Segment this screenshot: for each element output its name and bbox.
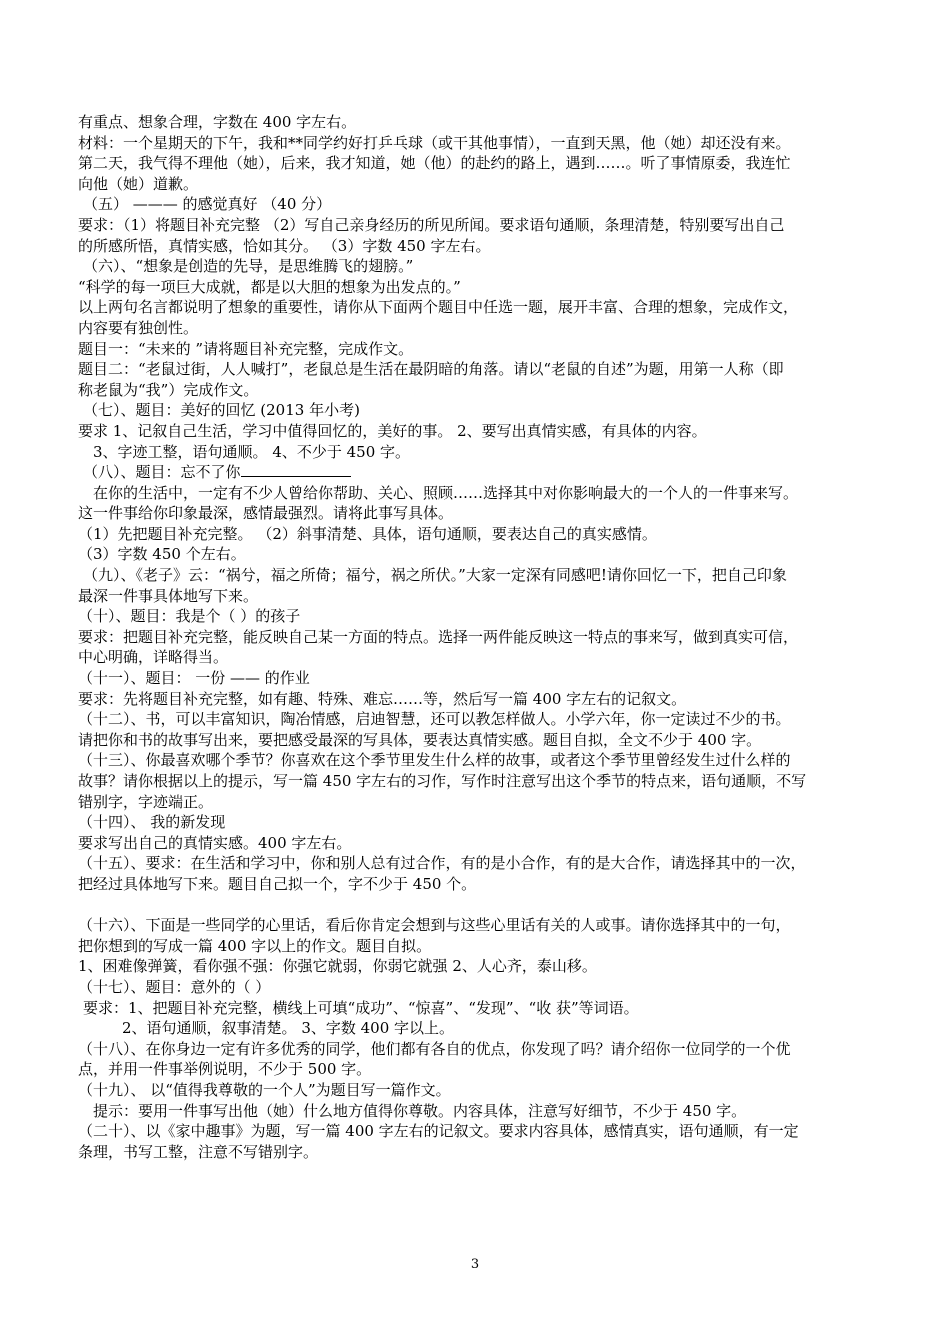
section-heading [78,462,878,483]
title-blank-line [241,462,351,477]
text-line: “科学的每一项巨大成就，都是以大胆的想象为出发点的。” [78,277,461,296]
text-line: 1、困难像弹簧，看你强不强：你强它就弱，你弱它就强 2、人心齐，泰山移。 [78,957,597,976]
section-heading: （十四）、 我的新发现 [78,813,226,832]
text-line: 请把你和书的故事写出来，要把感受最深的写具体，要表达真情实感。题目自拟，全文不少于 400 字。 [78,730,762,749]
text-line: 提示：要用一件事写出他（她）什么地方值得你尊敬。内容具体，注意写好细节，不少于 450 字。 [93,1101,747,1120]
text-line: 把你想到的写成一篇 400 字以上的作文。题目自拟。 [78,936,432,955]
section-heading-text: （八）、题目：忘不了你 [83,463,241,482]
text-line: （1）先把题目补充完整。 （2）斜事清楚、具体，语句通顺，要表达自己的真实感情。 [78,524,657,543]
section-heading: （十一）、题目： 一份 —— 的作业 [78,669,310,688]
text-line: 错别字，字迹端正。 [78,792,214,811]
text-line: 点，并用一件事举例说明，不少于 500 字。 [78,1060,372,1079]
section-heading: （十八）、在你身边一定有许多优秀的同学，他们都有各自的优点，你发现了吗？请介绍你一位同学的一个优 [78,1039,791,1058]
section-heading: （十七）、题目：意外的（ ） [78,977,271,996]
text-line: 有重点、想象合理，字数在 400 字左右。 [78,113,357,131]
section-heading: （十三）、你最喜欢哪个季节？你喜欢在这个季节里发生什么样的故事，或者这个季节里曾经发生过什么样的 [78,751,791,770]
text-line: 要求写出自己的真情实感。400 字左右。 [78,833,352,852]
text-line: 中心明确，详略得当。 [78,648,229,667]
text-line: 以上两句名言都说明了想象的重要性，请你从下面两个题目中任选一题，展开丰富、合理的想象，完成作文， [78,298,799,317]
text-line: 要求 1、记叙自己生活，学习中值得回忆的，美好的事。 2、要写出真情实感，有具体的内容。 [78,421,707,440]
section-heading: （七）、题目：美好的回忆 (2013 年小考) [83,401,360,420]
section-heading: （九）、《老子》云：“祸兮，福之所倚；福兮，祸之所伏。”大家一定深有同感吧!请你回忆一下，把自己印象 [83,566,787,585]
section-heading: （十六）、下面是一些同学的心里话，看后你肯定会想到与这些心里话有关的人或事。请你选择其中的一句， [78,916,791,935]
text-line: 故事？请你根据以上的提示，写一篇 450 字左右的习作，写作时注意写出这个季节的特点来，语句通顺，不写 [78,772,807,790]
text-line: （3）字数 450 个左右。 [78,545,246,564]
text-line: 称老鼠为“我”）完成作文。 [78,380,259,399]
text-line: 在你的生活中，一定有不少人曾给你帮助、关心、照顾……选择其中对你影响最大的一个人的一件事来写。 [93,483,799,502]
text-line: 第二天，我气得不理他（她），后来，我才知道，她（他）的赴约的路上，遇到……。听了事情原委，我连忙 [78,154,791,173]
text-line: 条理，书写工整，注意不写错别字。 [78,1142,319,1161]
text-line: 题目一：“未来的 ”请将题目补充完整，完成作文。 [78,339,414,358]
text-line: 最深一件事具体地写下来。 [78,586,259,605]
text-line: 要求：1、把题目补充完整，横线上可填“成功”、“惊喜”、“发现”、“收 获”等词语。 [83,998,639,1017]
document-body [78,112,878,1162]
section-heading: （五） ——— 的感觉真好 （40 分） [83,195,332,214]
section-heading: （十）、题目：我是个（ ）的孩子 [78,607,301,626]
text-line: 向他（她）道歉。 [78,174,199,193]
text-line: 要求：把题目补充完整，能反映自己某一方面的特点。选择一两件能反映这一特点的事来写，做到真实可信， [78,627,799,646]
text-line: 要求：（1）将题目补充完整 （2）写自己亲身经历的所见所闻。要求语句通顺，条理清楚，特别要写出自己 [78,215,785,234]
text-line: 内容要有独创性。 [78,318,199,337]
section-heading: （六）、“想象是创造的先导，是思维腾飞的翅膀。” [83,257,414,276]
section-heading: （十二）、书，可以丰富知识，陶冶情感，启迪智慧，还可以教怎样做人。小学六年，你一定读过不少的书。 [78,710,791,729]
text-line: 把经过具体地写下来。题目自己拟一个，字不少于 450 个。 [78,874,477,893]
section-heading: （十五）、要求：在生活和学习中，你和别人总有过合作，有的是小合作，有的是大合作，请选择其中的一次， [78,854,806,873]
text-line: 3、字迹工整，语句通顺。 4、不少于 450 字。 [93,442,411,461]
text-line: 题目二：“老鼠过街，人人喊打”，老鼠总是生活在最阴暗的角落。请以“老鼠的自述”为题，用第一人称（即 [78,360,784,379]
section-heading: （二十）、以《家中趣事》为题，写一篇 400 字左右的记叙文。要求内容具体，感情真实，语句通顺，有一定 [78,1122,799,1141]
section-heading: （十九）、 以“值得我尊敬的一个人”为题目写一篇作文。 [78,1080,451,1099]
text-line: 材料：一个星期天的下午，我和**同学约好打乒乓球（或干其他事情），一直到天黑，他（她）却还没有来。 [78,133,791,152]
text-line: 这一件事给你印象最深，感情最强烈。请将此事写具体。 [78,504,454,523]
blank-line [78,895,878,916]
text-line: 要求：先将题目补充完整，如有趣、特殊、难忘……等，然后写一篇 400 字左右的记叙文。 [78,689,687,708]
text-line: 2、语句通顺，叙事清楚。 3、字数 400 字以上。 [122,1019,455,1038]
text-line: 的所感所悟，真情实感，恰如其分。 （3）字数 450 字左右。 [78,236,491,255]
page-number: 3 [470,1257,480,1272]
